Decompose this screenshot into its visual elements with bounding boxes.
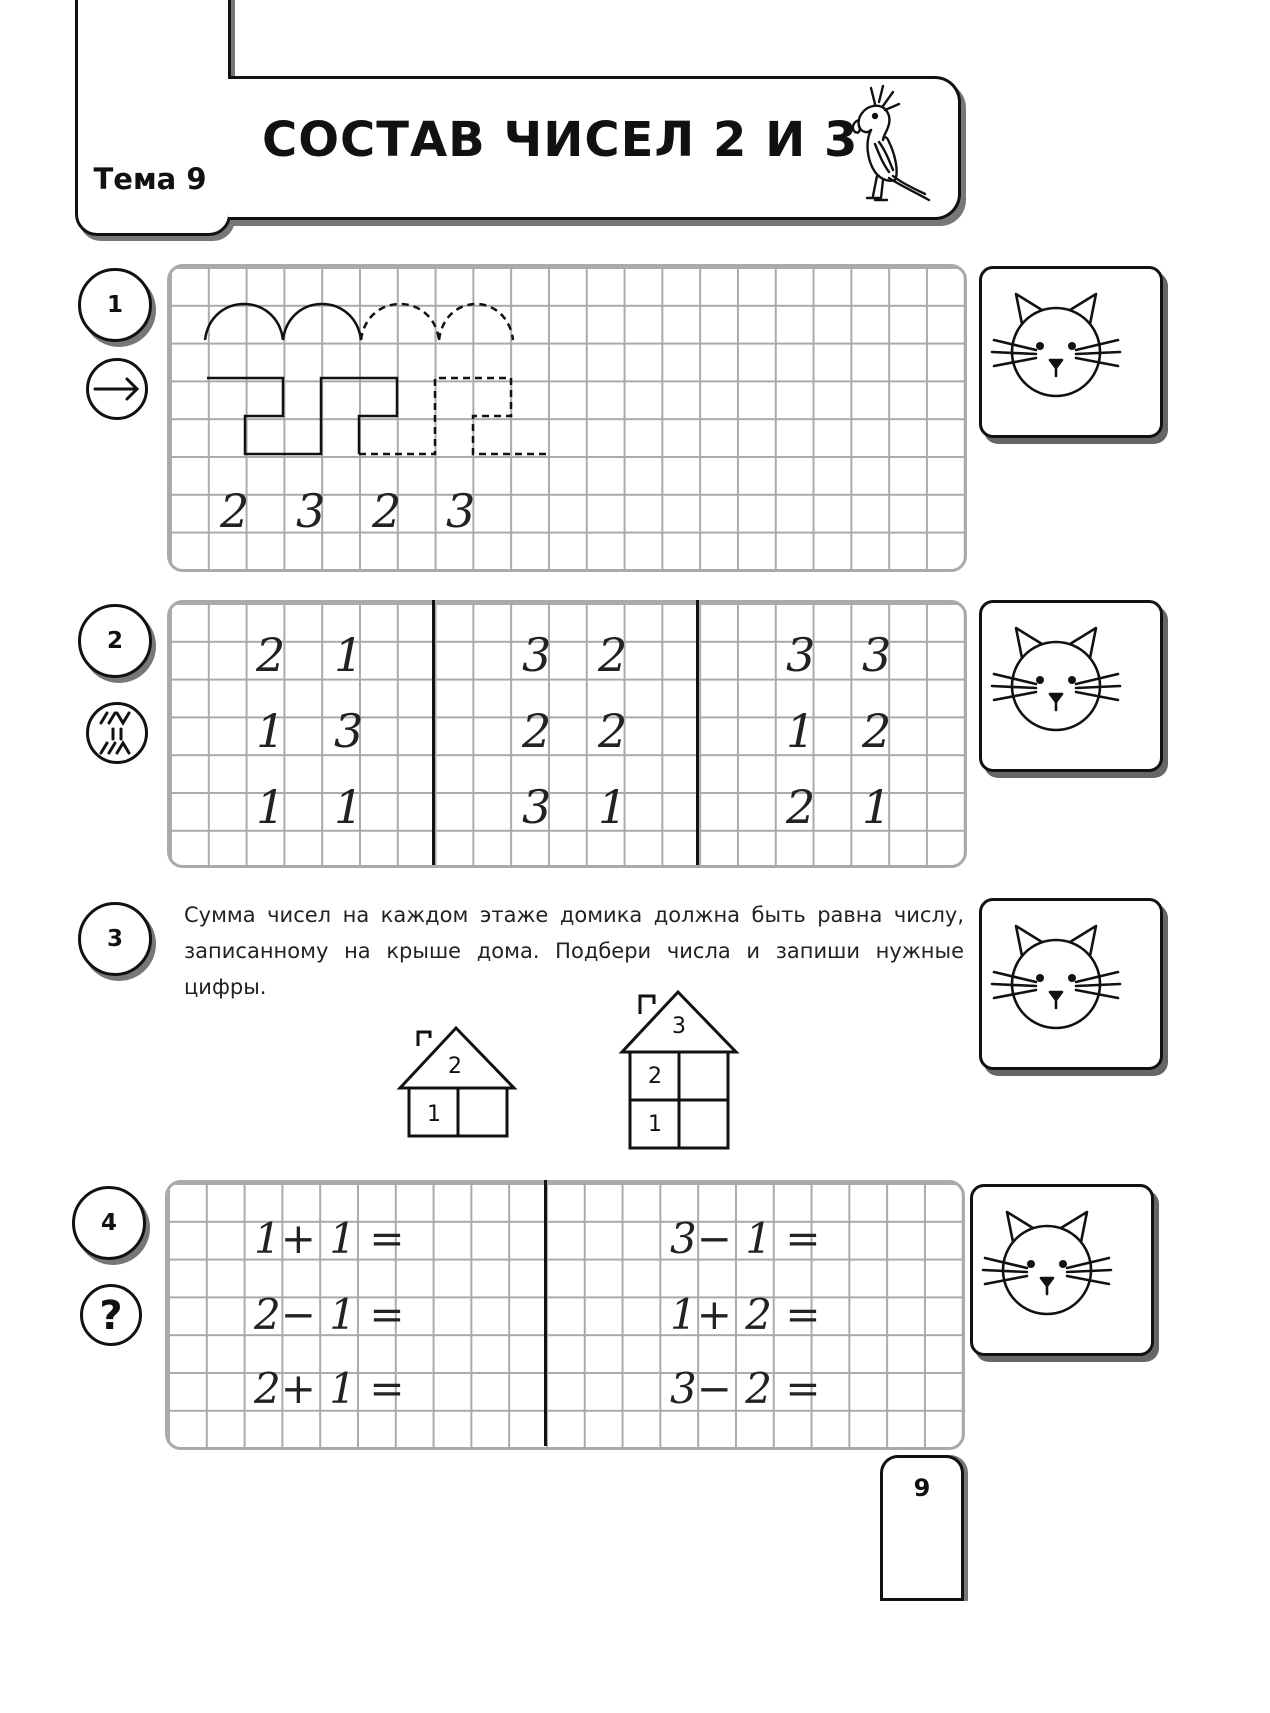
task2-digit: 2 xyxy=(522,704,552,758)
task1-digit: 3 xyxy=(446,484,476,538)
task2-digit: 1 xyxy=(862,780,892,834)
cat-icon xyxy=(979,1200,1115,1324)
cat-icon xyxy=(988,616,1124,740)
expression: 3− 2 = xyxy=(670,1364,821,1413)
task2-digit: 3 xyxy=(522,628,552,682)
expression: 3− 1 = xyxy=(670,1214,821,1263)
expression: 1+ 1 = xyxy=(254,1214,405,1263)
house1-cell: 1 xyxy=(427,1102,441,1127)
svg-text:?: ? xyxy=(99,1293,123,1339)
page-title: СОСТАВ ЧИСЕЛ 2 И 3 xyxy=(262,112,859,168)
column-divider xyxy=(696,600,699,865)
cat-icon xyxy=(988,914,1124,1038)
column-divider xyxy=(544,1180,547,1446)
task-number-1: 1 xyxy=(78,268,152,342)
task-number-3: 3 xyxy=(78,902,152,976)
task2-digit: 1 xyxy=(334,780,364,834)
question-icon xyxy=(80,1284,142,1346)
column-divider xyxy=(432,600,435,865)
expression: 2+ 1 = xyxy=(254,1364,405,1413)
task2-digit: 2 xyxy=(862,704,892,758)
page-number: 9 xyxy=(913,1474,931,1502)
task2-digit: 1 xyxy=(256,704,286,758)
house2-roof-number: 3 xyxy=(672,1014,686,1039)
task2-digit: 2 xyxy=(256,628,286,682)
task2-digit: 3 xyxy=(786,628,816,682)
task1-digit: 3 xyxy=(296,484,326,538)
parrot-icon xyxy=(845,84,935,210)
task2-digit: 2 xyxy=(598,628,628,682)
task2-digit: 3 xyxy=(862,628,892,682)
task2-digit: 2 xyxy=(786,780,816,834)
house-1 xyxy=(396,1024,520,1140)
task-number-4: 4 xyxy=(72,1186,146,1260)
task1-digit: 2 xyxy=(220,484,250,538)
task1-pattern xyxy=(167,264,961,566)
compare-signs-icon xyxy=(86,702,148,764)
house2-cell: 2 xyxy=(648,1064,662,1089)
expression: 2− 1 = xyxy=(254,1290,405,1339)
task-number-2: 2 xyxy=(78,604,152,678)
house-2 xyxy=(618,988,742,1152)
cat-icon xyxy=(988,282,1124,406)
expression: 1+ 2 = xyxy=(670,1290,821,1339)
page-number-tab xyxy=(880,1455,964,1601)
task2-digit: 1 xyxy=(598,780,628,834)
task1-digit: 2 xyxy=(372,484,402,538)
house2-cell: 1 xyxy=(648,1112,662,1137)
topic-tab xyxy=(75,0,231,236)
house1-roof-number: 2 xyxy=(448,1054,462,1079)
task2-grid xyxy=(167,600,967,868)
task2-digit: 3 xyxy=(334,704,364,758)
topic-label: Тема 9 xyxy=(93,162,207,196)
task2-digit: 1 xyxy=(786,704,816,758)
task2-digit: 1 xyxy=(256,780,286,834)
arrow-icon xyxy=(86,358,148,420)
task2-digit: 1 xyxy=(334,628,364,682)
task3-instruction: Сумма чисел на каждом этаже домика должна быть равна числу, записанному на крыше дома. Подбери числа и запиши нужные цифры. xyxy=(184,903,964,999)
task2-digit: 2 xyxy=(598,704,628,758)
task2-digit: 3 xyxy=(522,780,552,834)
